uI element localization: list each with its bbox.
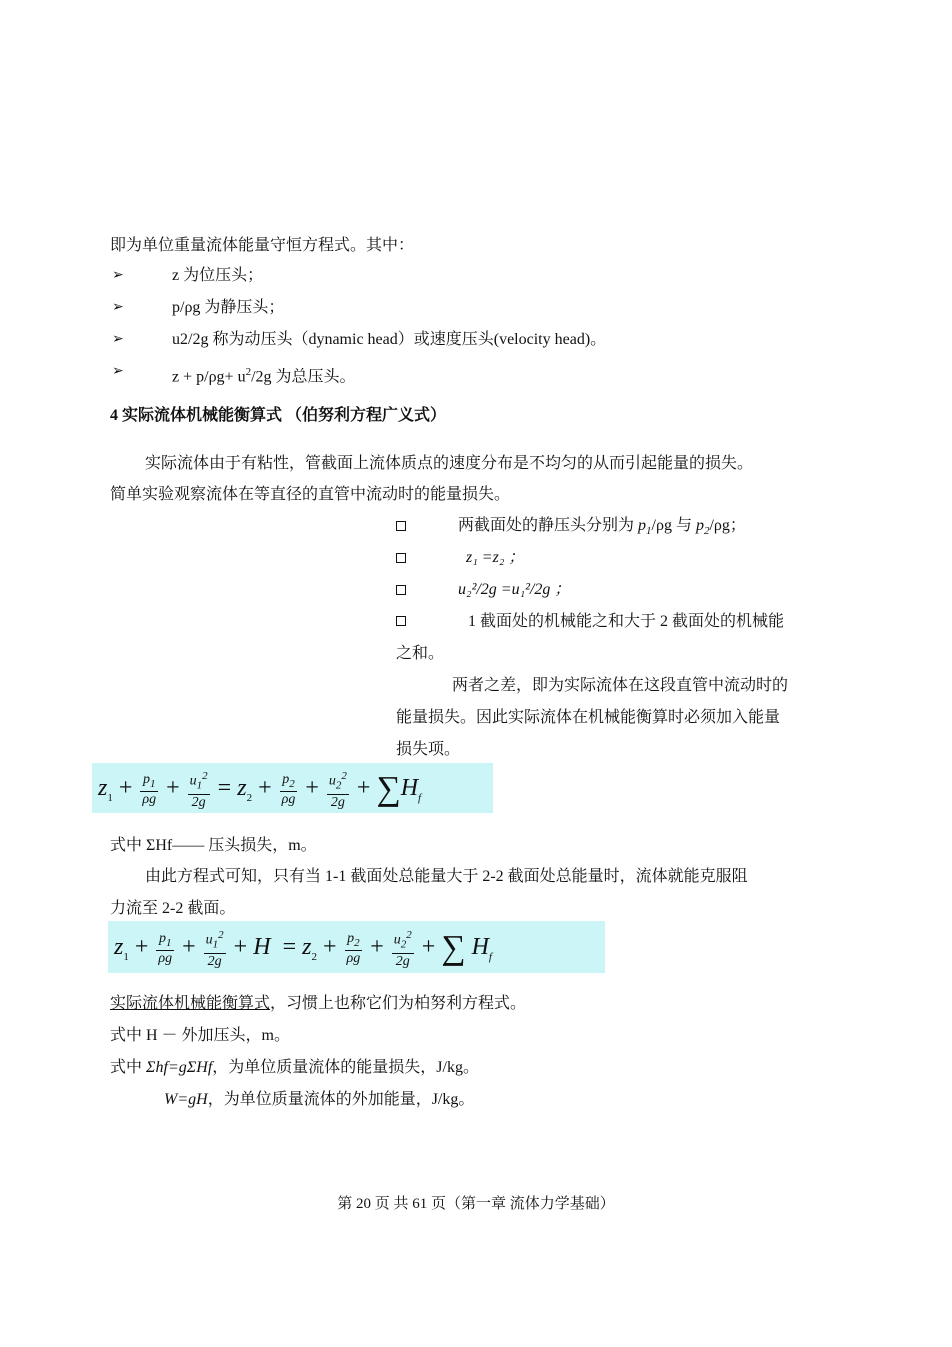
paragraph-3a: 由此方程式可知，只有当 1-1 截面处总能量大于 2-2 截面处总能量时，流体就能克服阻 <box>145 868 748 885</box>
bullet-text-1: z 为位压头； <box>172 267 264 284</box>
bullet-arrow-icon: ➢ <box>112 299 124 315</box>
square-item-4b: 之和。 <box>396 645 445 662</box>
square-item-2: z₁ =z₂ ； <box>466 549 525 566</box>
bullet-text-2: p/ρg 为静压头； <box>172 299 285 316</box>
section-heading: 4 实际流体机械能衡算式 （伯努利方程广义式） <box>110 407 447 424</box>
bullet-arrow-icon: ➢ <box>112 331 124 347</box>
bernoulli-equation-2: $z_1$ + $\frac{p_1}{\rho g}$ + $\frac{u_1^2}{2g}$ + $H = z_2$ + $\frac{p_2}{\rho g}$ + $\frac{u_2^2}{2g}$ + ∑ $H_f$ <box>114 929 492 969</box>
page-footer: 第 20 页 共 61 页（第一章 流体力学基础） <box>337 1196 615 1212</box>
paragraph-2c: 损失项。 <box>396 741 461 758</box>
paragraph-2a: 两者之差，即为实际流体在这段直管中流动时的 <box>452 677 789 694</box>
where-energy-loss: 式中 Σhf=gΣHf，为单位质量流体的能量损失，J/kg。 <box>110 1059 479 1076</box>
bullet-arrow-icon: ➢ <box>112 363 124 379</box>
bernoulli-equation-1: $z_1$ + $\frac{p_1}{\rho g}$ + $\frac{u_1^2}{2g}$ = $z_2$ + $\frac{p_2}{\rho g}$ + $\frac{u_2^2}{2g}$ + $\sum H_f$ <box>98 770 422 810</box>
bullet-text-3: u2/2g 称为动压头（dynamic head）或速度压头(velocity head)。 <box>172 331 607 348</box>
checkbox-bullet-icon <box>396 616 406 626</box>
intro-line: 即为单位重量流体能量守恒方程式。其中： <box>110 237 415 254</box>
square-item-4a: 1 截面处的机械能之和大于 2 截面处的机械能 <box>468 613 785 630</box>
square-item-3: u₂²/2g =u₁²/2g ； <box>458 581 571 598</box>
where-hf: 式中 ΣHf—— 压头损失，m。 <box>110 837 317 854</box>
paragraph-2b: 能量损失。因此实际流体在机械能衡算时必须加入能量 <box>396 709 781 726</box>
paragraph-1a: 实际流体由于有粘性，管截面上流体质点的速度分布是不均匀的从而引起能量的损失。 <box>145 455 754 472</box>
bullet-arrow-icon: ➢ <box>112 267 124 283</box>
where-h: 式中 H － 外加压头，m。 <box>110 1027 291 1044</box>
paragraph-3b: 力流至 2-2 截面。 <box>110 900 236 917</box>
bullet-text-4: $z + p/\rho g+ u^2/2g$ 为总压头。 <box>172 366 356 386</box>
checkbox-bullet-icon <box>396 521 406 531</box>
checkbox-bullet-icon <box>396 553 406 563</box>
checkbox-bullet-icon <box>396 585 406 595</box>
square-item-1: 两截面处的静压头分别为 $p_1/\rho g$ 与 $p_2/\rho g$； <box>458 517 746 538</box>
where-work: W=gH，为单位质量流体的外加能量，J/kg。 <box>164 1091 475 1108</box>
bernoulli-note: 实际流体机械能衡算式，习惯上也称它们为柏努利方程式。 <box>110 995 527 1012</box>
paragraph-1b: 简单实验观察流体在等直径的直管中流动时的能量损失。 <box>110 486 511 503</box>
